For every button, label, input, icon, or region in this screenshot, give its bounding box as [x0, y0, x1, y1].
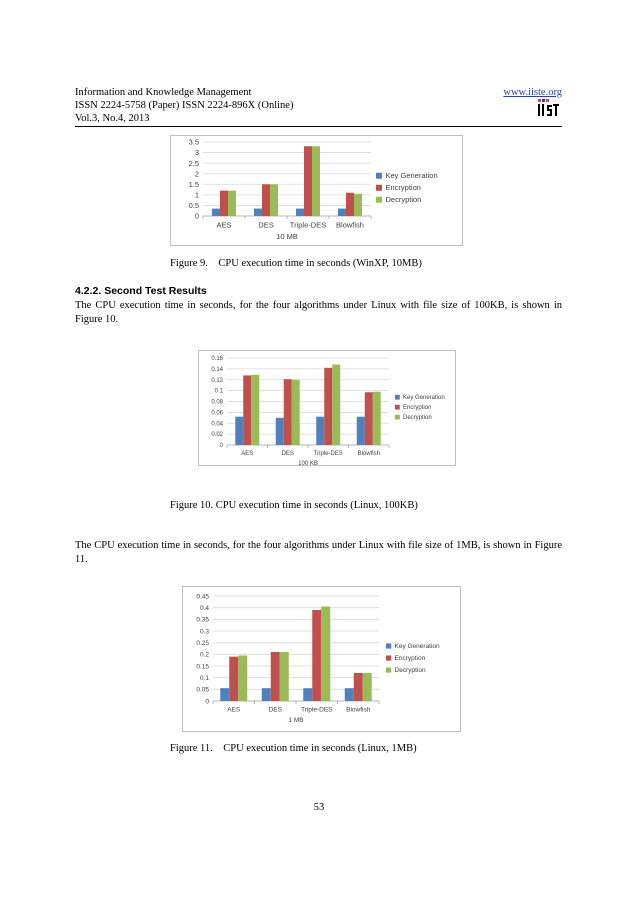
y-tick-label: 0.25	[196, 639, 209, 647]
figure-9-caption: Figure 9. CPU execution time in seconds (WinXP, 10MB)	[170, 258, 422, 269]
y-tick-label: 0.12	[211, 377, 223, 384]
journal-title: Information and Knowledge Management	[75, 87, 252, 98]
legend-swatch	[376, 173, 382, 179]
y-tick-label: 0.45	[196, 593, 209, 601]
bar-decryption-aes	[251, 375, 259, 445]
figure-9-chart	[170, 135, 463, 246]
x-tick-label: Triple-DES	[289, 220, 327, 230]
y-tick-label: 0.1	[214, 388, 223, 395]
legend-swatch	[376, 197, 382, 203]
bar-decryption-des	[292, 380, 300, 445]
legend-label: Key Generation	[403, 395, 445, 401]
bar-key-generation-aes	[235, 417, 243, 445]
y-tick-label: 0.05	[196, 686, 209, 694]
y-tick-label: 0.16	[211, 356, 223, 363]
bar-key-generation-blowfish	[338, 209, 346, 216]
x-tick-label: DES	[268, 706, 282, 714]
legend-label: Encryption	[394, 655, 426, 662]
bar-encryption-des	[262, 184, 270, 216]
y-tick-label: 2.5	[188, 158, 199, 168]
y-tick-label: 0.08	[211, 399, 223, 406]
y-tick-label: 0.5	[188, 201, 199, 211]
y-tick-label: 1.5	[188, 179, 199, 189]
legend-swatch	[386, 643, 391, 648]
figure-11-caption: Figure 11. CPU execution time in seconds (Linux, 1MB)	[170, 743, 417, 754]
bar-key-generation-triple-des	[316, 417, 324, 445]
y-tick-label: 0.06	[211, 410, 223, 417]
y-tick-label: 0.14	[211, 366, 223, 373]
x-tick-label: AES	[216, 220, 232, 230]
bar-encryption-triple-des	[324, 368, 332, 445]
legend-label: Decryption	[385, 195, 422, 204]
legend-label: Encryption	[403, 405, 432, 411]
bar-decryption-triple-des	[321, 607, 330, 702]
y-tick-label: 3.5	[188, 137, 199, 147]
y-tick-label: 0.04	[211, 421, 223, 428]
legend-swatch	[386, 655, 391, 660]
bar-key-generation-des	[276, 418, 284, 445]
bar-encryption-triple-des	[312, 610, 321, 701]
x-tick-label: Blowfish	[336, 220, 364, 230]
bar-key-generation-aes	[212, 209, 220, 216]
bar-key-generation-triple-des	[303, 688, 312, 701]
y-tick-label: 0	[205, 698, 209, 706]
x-tick-label: Blowfish	[357, 451, 380, 457]
legend-label: Key Generation	[385, 171, 438, 180]
bar-encryption-blowfish	[346, 193, 354, 216]
x-tick-label: Blowfish	[346, 706, 371, 714]
bar-decryption-blowfish	[363, 673, 372, 701]
iiste-logo	[537, 98, 561, 118]
y-tick-label: 3	[194, 148, 199, 158]
x-tick-label: AES	[241, 451, 254, 457]
x-tick-label: AES	[227, 706, 241, 714]
y-tick-label: 0	[219, 443, 223, 450]
bar-decryption-des	[270, 184, 278, 216]
legend-label: Decryption	[394, 667, 426, 674]
y-tick-label: 2	[194, 169, 199, 179]
bar-decryption-blowfish	[354, 194, 362, 216]
paragraph-1: The CPU execution time in seconds, for the four algorithms under Linux with file size of 100KB, is shown in Figure 10.	[75, 300, 562, 325]
bar-encryption-blowfish	[365, 392, 373, 445]
legend-swatch	[386, 667, 391, 672]
paragraph-2: The CPU execution time in seconds, for the four algorithms under Linux with file size of 1MB, is shown in Figure 11.	[75, 540, 562, 565]
bar-decryption-aes	[238, 656, 247, 702]
bar-key-generation-des	[262, 688, 271, 701]
bar-key-generation-des	[254, 209, 262, 216]
volume-info: Vol.3, No.4, 2013	[75, 113, 150, 124]
bar-key-generation-blowfish	[357, 417, 365, 445]
header-rule	[75, 126, 562, 127]
bar-decryption-aes	[228, 191, 236, 216]
issn: ISSN 2224-5758 (Paper) ISSN 2224-896X (Online)	[75, 100, 294, 111]
bar-encryption-aes	[243, 375, 251, 445]
y-tick-label: 0.2	[199, 651, 209, 659]
legend-label: Decryption	[403, 415, 432, 421]
y-tick-label: 0.3	[199, 628, 209, 636]
y-tick-label: 1	[194, 190, 199, 200]
x-axis-title: 100 KB	[298, 461, 318, 465]
page-number: 53	[313, 802, 325, 813]
legend-swatch	[395, 415, 400, 420]
x-tick-label: DES	[281, 451, 294, 457]
figure-11-chart	[182, 586, 461, 732]
bar-decryption-des	[280, 652, 289, 701]
bar-encryption-triple-des	[304, 146, 312, 216]
bar-decryption-triple-des	[332, 365, 340, 445]
bar-encryption-des	[284, 379, 292, 445]
figure-10-caption: Figure 10. CPU execution time in seconds (Linux, 100KB)	[170, 500, 418, 511]
y-tick-label: 0.1	[199, 674, 209, 682]
bar-key-generation-aes	[220, 688, 229, 701]
figure-10-chart	[198, 350, 456, 466]
x-axis-title: 1 MB	[288, 717, 304, 724]
legend-swatch	[395, 405, 400, 410]
bar-encryption-blowfish	[354, 673, 363, 701]
legend-label: Key Generation	[394, 643, 440, 650]
bar-encryption-des	[271, 652, 280, 701]
y-tick-label: 0.02	[211, 432, 223, 439]
website-link[interactable]: www.iiste.org	[503, 87, 562, 98]
legend-swatch	[395, 395, 400, 400]
y-tick-label: 0	[194, 211, 199, 221]
x-tick-label: Triple-DES	[313, 451, 343, 457]
x-tick-label: DES	[258, 220, 274, 230]
legend-swatch	[376, 185, 382, 191]
bar-encryption-aes	[220, 191, 228, 216]
bar-key-generation-blowfish	[345, 688, 354, 701]
bar-decryption-blowfish	[373, 392, 381, 445]
x-tick-label: Triple-DES	[300, 706, 333, 714]
y-tick-label: 0.15	[196, 663, 209, 671]
legend-label: Encryption	[385, 183, 421, 192]
y-tick-label: 0.4	[199, 604, 209, 612]
x-axis-title: 10 MB	[276, 232, 298, 241]
section-heading: 4.2.2. Second Test Results	[75, 285, 207, 297]
y-tick-label: 0.35	[196, 616, 209, 624]
bar-decryption-triple-des	[312, 146, 320, 216]
bar-key-generation-triple-des	[296, 209, 304, 216]
bar-encryption-aes	[229, 657, 238, 701]
